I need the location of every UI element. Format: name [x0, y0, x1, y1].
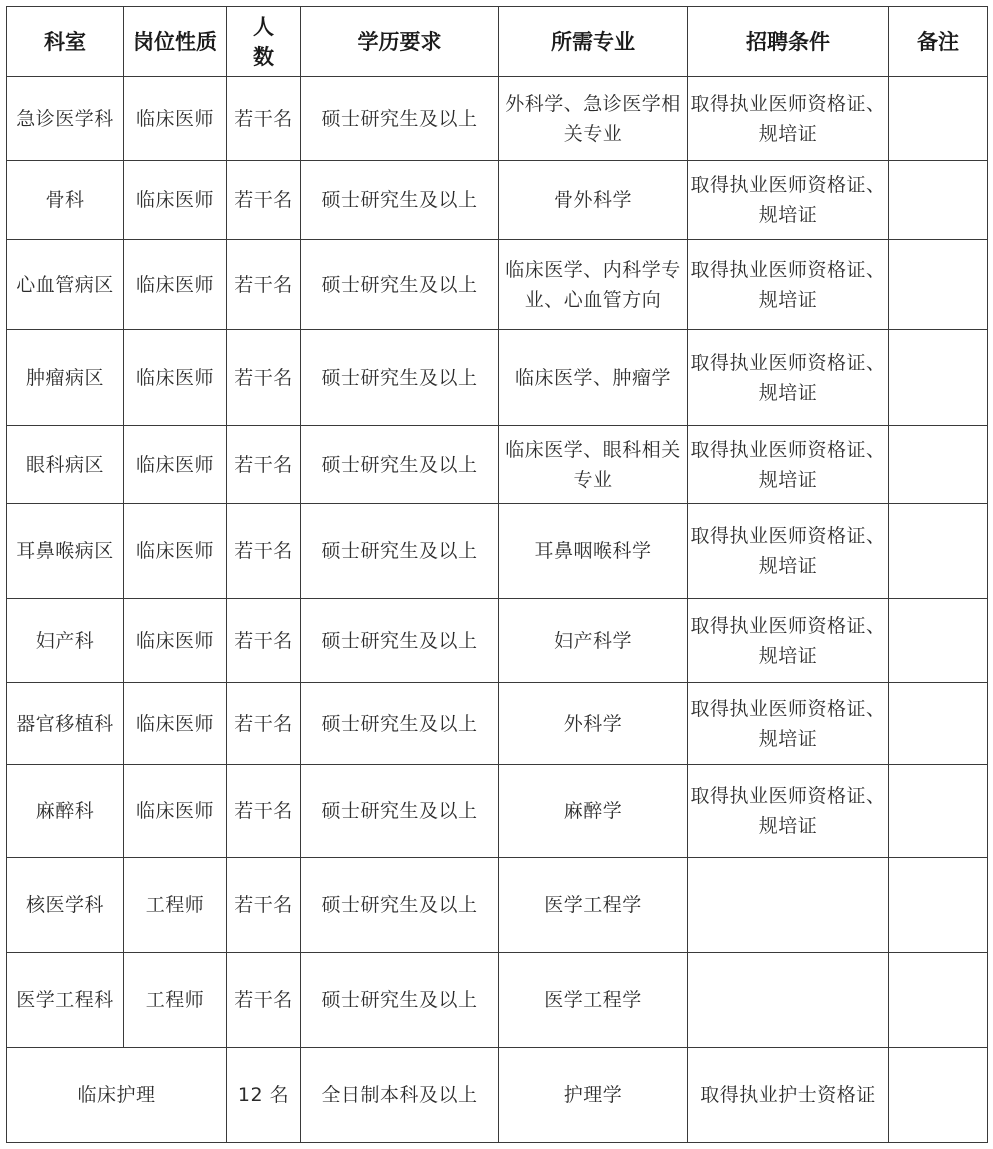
header-dept: 科室	[7, 7, 124, 77]
header-row	[7, 7, 988, 77]
cell-remarks	[889, 504, 988, 599]
cell-major: 医学工程学	[499, 858, 688, 953]
header-count	[227, 7, 301, 77]
cell-dept: 心血管病区	[7, 240, 124, 330]
cell-dept: 医学工程科	[7, 953, 124, 1048]
header-remarks: 备注	[889, 7, 988, 77]
cell-count: 若干名	[227, 858, 301, 953]
cell-position: 临床医师	[124, 77, 227, 161]
cell-count: 若干名	[227, 426, 301, 504]
cell-education: 硕士研究生及以上	[301, 858, 499, 953]
cell-dept: 肿瘤病区	[7, 330, 124, 426]
recruitment-table	[6, 6, 988, 1143]
cell-conditions: 取得执业医师资格证、规培证	[688, 240, 889, 330]
cell-education: 硕士研究生及以上	[301, 240, 499, 330]
cell-remarks	[889, 1048, 988, 1143]
cell-count: 若干名	[227, 599, 301, 683]
cell-count: 12 名	[227, 1048, 301, 1143]
cell-conditions: 取得执业医师资格证、规培证	[688, 765, 889, 858]
cell-position: 临床医师	[124, 683, 227, 765]
cell-count: 若干名	[227, 953, 301, 1048]
cell-position: 工程师	[124, 953, 227, 1048]
header-position: 岗位性质	[124, 7, 227, 77]
cell-education: 硕士研究生及以上	[301, 161, 499, 240]
cell-conditions: 取得执业护士资格证	[688, 1048, 889, 1143]
cell-dept: 眼科病区	[7, 426, 124, 504]
table-row	[7, 683, 988, 765]
cell-dept: 骨科	[7, 161, 124, 240]
cell-position: 临床医师	[124, 504, 227, 599]
cell-conditions: 取得执业医师资格证、规培证	[688, 504, 889, 599]
table-row	[7, 330, 988, 426]
cell-remarks	[889, 161, 988, 240]
cell-major: 骨外科学	[499, 161, 688, 240]
cell-education: 硕士研究生及以上	[301, 426, 499, 504]
cell-count: 若干名	[227, 77, 301, 161]
cell-remarks	[889, 426, 988, 504]
cell-conditions: 取得执业医师资格证、规培证	[688, 161, 889, 240]
cell-count: 若干名	[227, 765, 301, 858]
cell-dept: 器官移植科	[7, 683, 124, 765]
cell-education: 硕士研究生及以上	[301, 599, 499, 683]
cell-conditions	[688, 953, 889, 1048]
cell-education: 硕士研究生及以上	[301, 330, 499, 426]
header-count-line1: 人	[253, 14, 274, 39]
cell-major: 外科学、急诊医学相关专业	[499, 77, 688, 161]
cell-education: 硕士研究生及以上	[301, 504, 499, 599]
cell-major: 医学工程学	[499, 953, 688, 1048]
cell-education: 全日制本科及以上	[301, 1048, 499, 1143]
cell-dept: 耳鼻喉病区	[7, 504, 124, 599]
header-education: 学历要求	[301, 7, 499, 77]
cell-count: 若干名	[227, 330, 301, 426]
cell-conditions	[688, 858, 889, 953]
cell-position: 临床医师	[124, 330, 227, 426]
header-conditions: 招聘条件	[688, 7, 889, 77]
cell-count: 若干名	[227, 161, 301, 240]
cell-dept: 急诊医学科	[7, 77, 124, 161]
cell-conditions: 取得执业医师资格证、规培证	[688, 683, 889, 765]
cell-major: 妇产科学	[499, 599, 688, 683]
table-row	[7, 77, 988, 161]
cell-position: 临床医师	[124, 161, 227, 240]
cell-conditions: 取得执业医师资格证、规培证	[688, 330, 889, 426]
cell-major: 护理学	[499, 1048, 688, 1143]
cell-remarks	[889, 765, 988, 858]
cell-major: 临床医学、肿瘤学	[499, 330, 688, 426]
cell-conditions: 取得执业医师资格证、规培证	[688, 77, 889, 161]
cell-remarks	[889, 77, 988, 161]
cell-conditions: 取得执业医师资格证、规培证	[688, 426, 889, 504]
cell-remarks	[889, 953, 988, 1048]
cell-education: 硕士研究生及以上	[301, 77, 499, 161]
cell-remarks	[889, 240, 988, 330]
cell-position: 临床医师	[124, 765, 227, 858]
cell-dept: 妇产科	[7, 599, 124, 683]
cell-remarks	[889, 330, 988, 426]
cell-remarks	[889, 599, 988, 683]
cell-remarks	[889, 683, 988, 765]
cell-conditions: 取得执业医师资格证、规培证	[688, 599, 889, 683]
cell-education: 硕士研究生及以上	[301, 953, 499, 1048]
cell-position: 临床医师	[124, 426, 227, 504]
header-major: 所需专业	[499, 7, 688, 77]
cell-count: 若干名	[227, 504, 301, 599]
table-row	[7, 765, 988, 858]
table-row	[7, 240, 988, 330]
table-row	[7, 426, 988, 504]
header-count-line2: 数	[253, 44, 274, 69]
table-row	[7, 161, 988, 240]
cell-education: 硕士研究生及以上	[301, 765, 499, 858]
cell-remarks	[889, 858, 988, 953]
cell-education: 硕士研究生及以上	[301, 683, 499, 765]
cell-count: 若干名	[227, 240, 301, 330]
cell-dept: 麻醉科	[7, 765, 124, 858]
cell-major: 临床医学、内科学专业、心血管方向	[499, 240, 688, 330]
cell-major: 临床医学、眼科相关专业	[499, 426, 688, 504]
cell-major: 外科学	[499, 683, 688, 765]
cell-position: 工程师	[124, 858, 227, 953]
cell-dept-merged: 临床护理	[7, 1048, 227, 1143]
table-row	[7, 858, 988, 953]
table-row	[7, 953, 988, 1048]
cell-dept: 核医学科	[7, 858, 124, 953]
table-row	[7, 599, 988, 683]
table-row	[7, 504, 988, 599]
table-row-nursing	[7, 1048, 988, 1143]
cell-major: 麻醉学	[499, 765, 688, 858]
cell-count: 若干名	[227, 683, 301, 765]
cell-position: 临床医师	[124, 240, 227, 330]
cell-major: 耳鼻咽喉科学	[499, 504, 688, 599]
cell-position: 临床医师	[124, 599, 227, 683]
